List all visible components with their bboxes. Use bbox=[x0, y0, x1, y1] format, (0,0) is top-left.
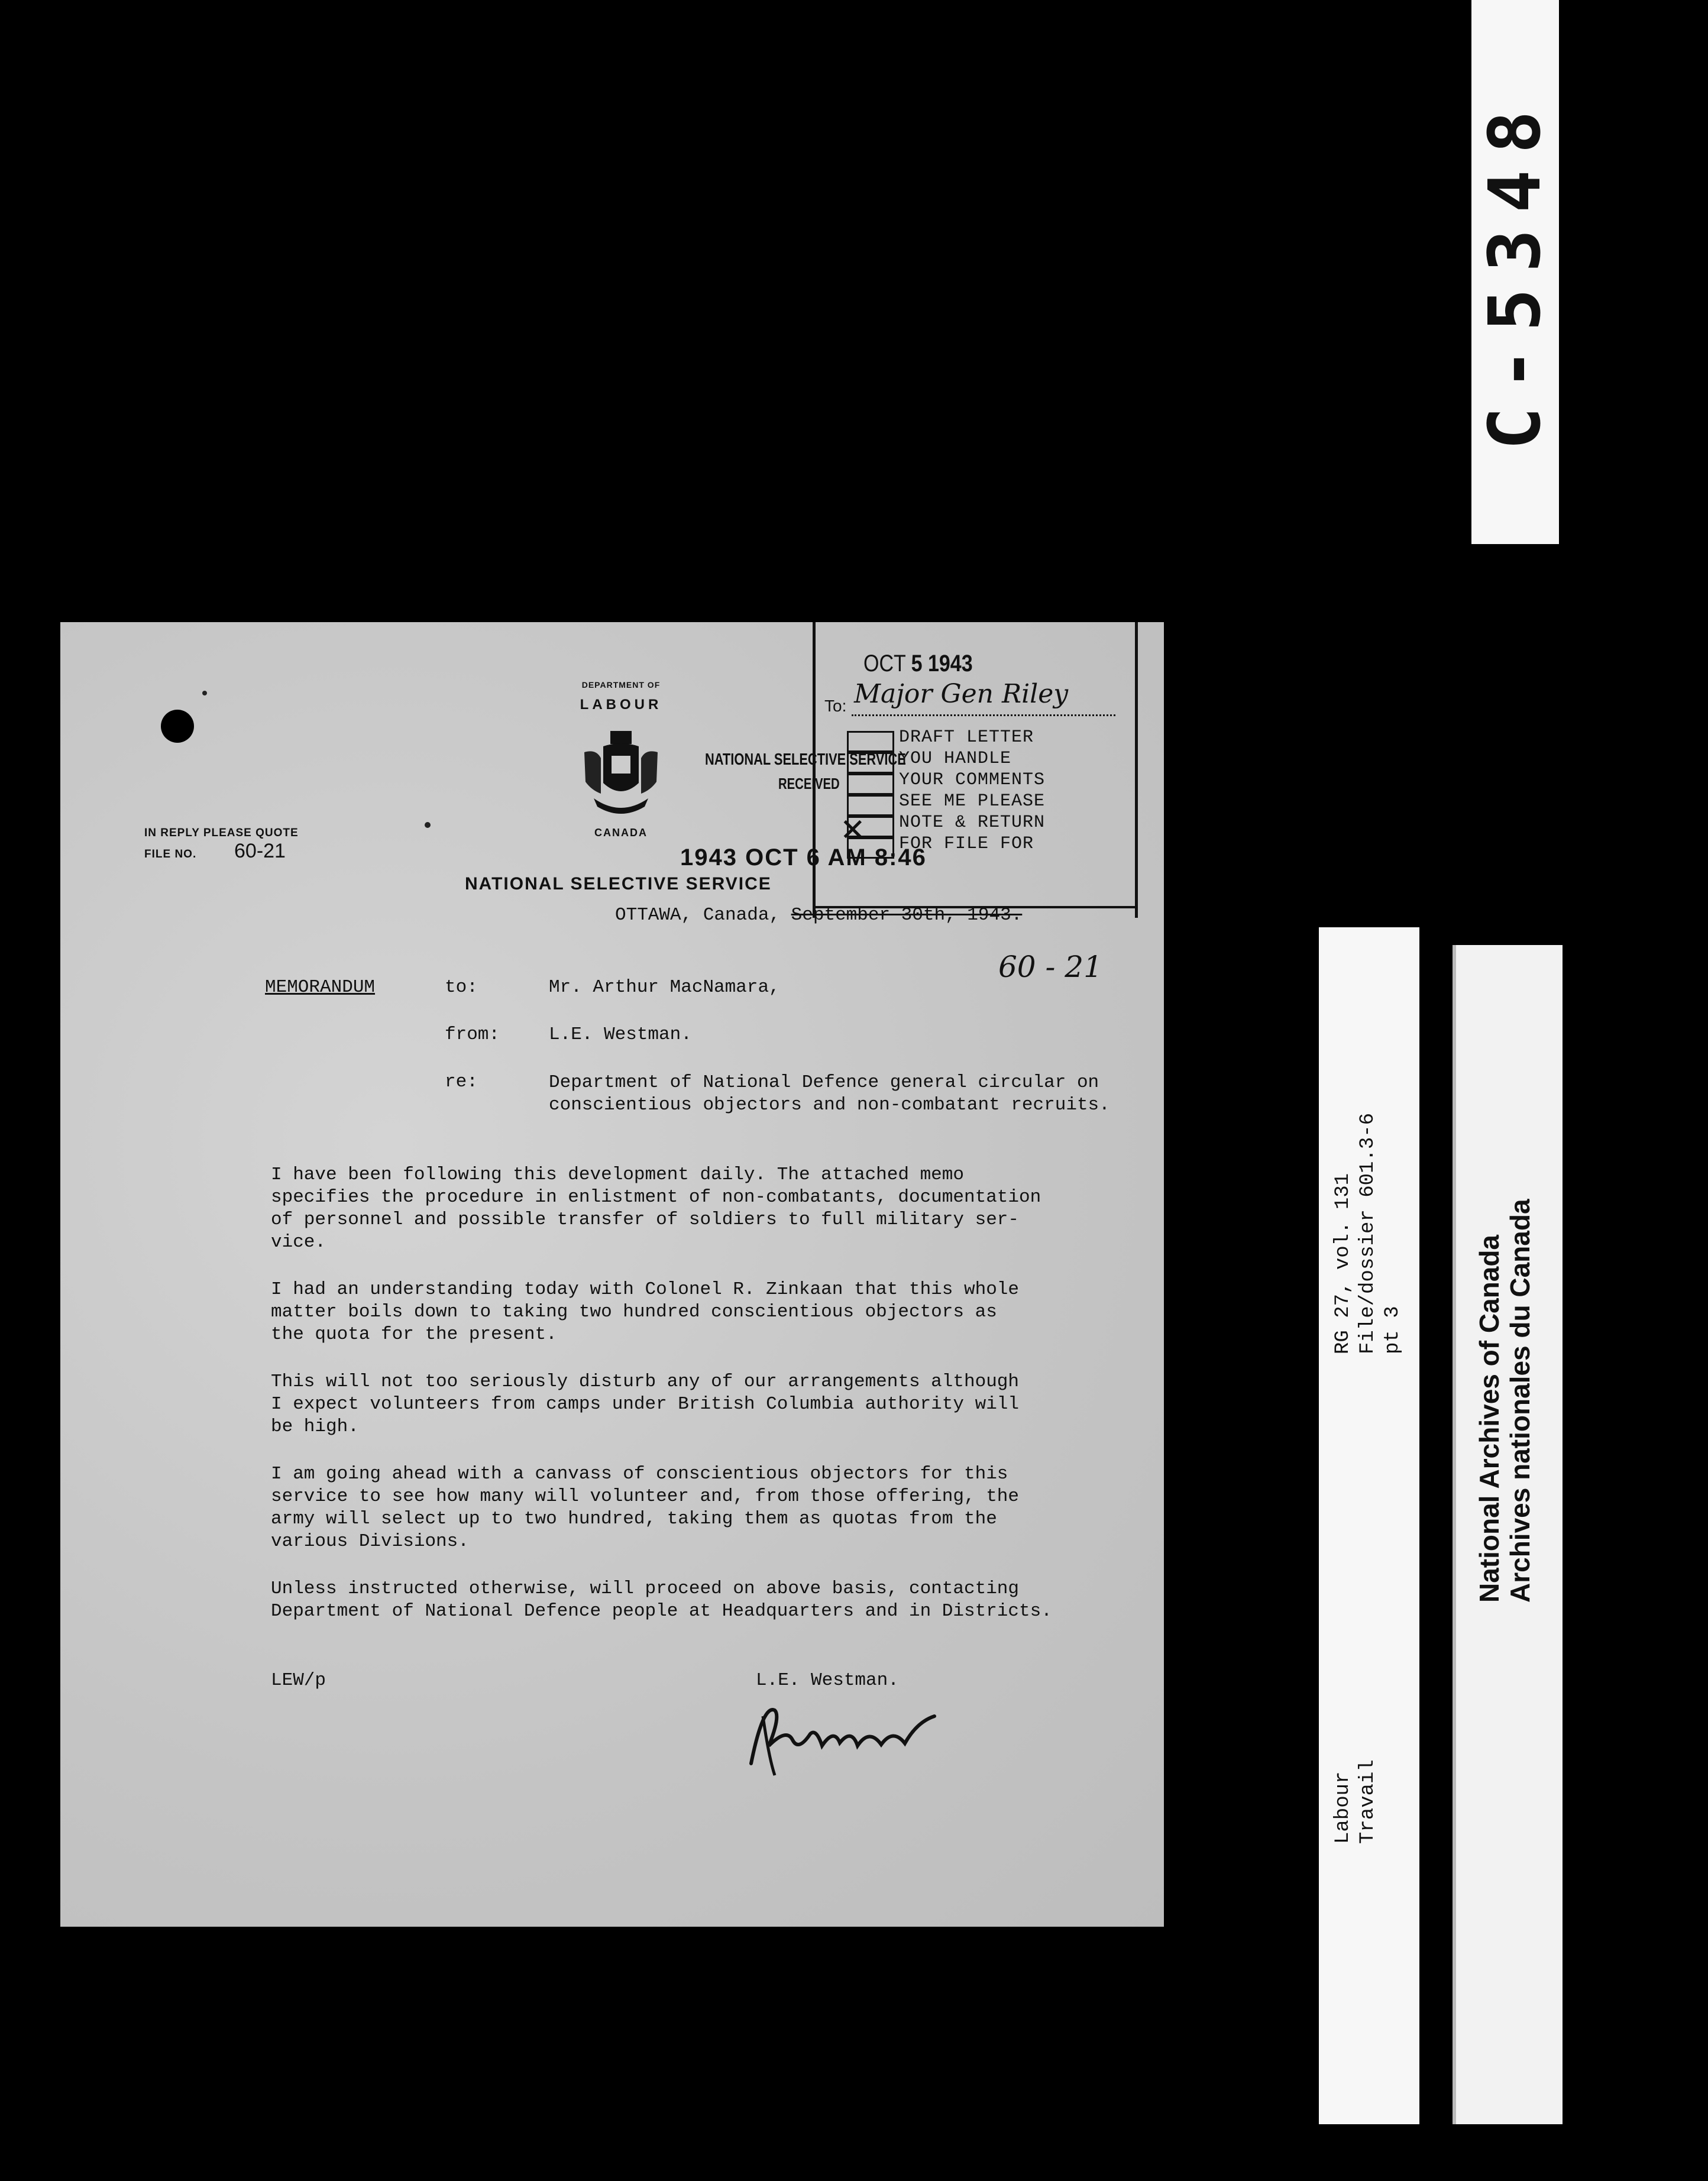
archive-reference: RG 27, vol. 131 File/dossier 601.3-6 pt 3 bbox=[1332, 1112, 1404, 1354]
reel-number: C-5348 bbox=[1474, 94, 1557, 450]
dateline-date: September 30th, 1943. bbox=[791, 905, 1023, 926]
memo-paragraph: I am going ahead with a canvass of conscientious objectors for this service to see how many will volunteer and, from those offering, the army will select up to two hundred, taking them as quotas from the various Divisions. bbox=[271, 1464, 1020, 1552]
archive-department: Labour Travail bbox=[1332, 1759, 1379, 1844]
dateline-place: OTTAWA, Canada, bbox=[615, 905, 781, 926]
punch-hole bbox=[161, 710, 194, 743]
from-value: L.E. Westman. bbox=[549, 1024, 692, 1045]
department-name: LABOUR bbox=[580, 697, 662, 713]
subject-label: re: bbox=[445, 1072, 478, 1092]
routing-to-label: To: bbox=[824, 697, 847, 715]
routing-check-mark: ✕ bbox=[840, 813, 866, 848]
routing-option: NOTE & RETURN bbox=[899, 813, 1046, 833]
to-label: to: bbox=[445, 977, 478, 998]
file-number-value: 60-21 bbox=[234, 840, 286, 862]
reply-quote-label: IN REPLY PLEASE QUOTE bbox=[144, 827, 299, 839]
reference-initials: LEW/p bbox=[271, 1670, 326, 1691]
memo-label: MEMORANDUM bbox=[265, 977, 376, 998]
archive-reference-label bbox=[1319, 927, 1419, 2124]
received-stamp-office: NATIONAL SELECTIVE SERVICE bbox=[705, 750, 906, 768]
reel-number-strip bbox=[1471, 0, 1559, 544]
routing-to-line bbox=[852, 714, 1115, 716]
routing-option: FOR FILE FOR bbox=[899, 834, 1034, 854]
from-label: from: bbox=[445, 1024, 500, 1045]
routing-option: YOUR COMMENTS bbox=[899, 770, 1046, 790]
label-divider bbox=[1419, 927, 1455, 2124]
department-label: DEPARTMENT OF bbox=[581, 680, 661, 690]
ink-speck bbox=[425, 822, 431, 828]
routing-date-month: OCT bbox=[863, 651, 906, 677]
handwritten-file-number: 60 - 21 bbox=[998, 950, 1102, 984]
subject-value: Department of National Defence general circular on conscientious objectors and non-combatant recruits. bbox=[549, 1072, 1110, 1115]
routing-slip-date bbox=[863, 651, 973, 677]
ink-speck bbox=[202, 691, 207, 695]
memo-paragraph: I had an understanding today with Colonel R. Zinkaan that this whole matter boils down to taking two hundred conscientious objectors as the quota for the present. bbox=[271, 1279, 1020, 1345]
routing-checkbox bbox=[847, 774, 894, 795]
routing-checkbox bbox=[847, 752, 894, 774]
routing-checkbox bbox=[847, 731, 894, 752]
coat-of-arms-icon bbox=[580, 729, 662, 817]
archive-institution-name: National Archives of Canada Archives nationales du Canada bbox=[1474, 1199, 1535, 1603]
department-country: CANADA bbox=[594, 827, 648, 839]
memo-paragraph: I have been following this development daily. The attached memo specifies the procedure in enlistment of non-combatants, documentation of personnel and possible transfer of soldiers to full military ser- vice. bbox=[271, 1164, 1041, 1253]
letterhead-heading: NATIONAL SELECTIVE SERVICE bbox=[465, 874, 772, 894]
memo-paragraph: This will not too seriously disturb any of our arrangements although I expect volunteers from camps under British Columbia authority will be high. bbox=[271, 1371, 1020, 1437]
routing-option: SEE ME PLEASE bbox=[899, 791, 1046, 811]
signature-name: L.E. Westman. bbox=[756, 1670, 899, 1691]
routing-to-handwritten: Major Gen Riley bbox=[854, 679, 1069, 709]
received-stamp-label: RECEIVED bbox=[778, 775, 840, 792]
memo-paragraph: Unless instructed otherwise, will proceed on above basis, contacting Department of National Defence people at Headquarters and in Districts. bbox=[271, 1578, 1052, 1622]
to-value: Mr. Arthur MacNamara, bbox=[549, 977, 780, 998]
received-stamp-date: 1943 OCT 6 AM 8:46 bbox=[680, 844, 927, 871]
routing-option: DRAFT LETTER bbox=[899, 727, 1034, 748]
handwritten-signature bbox=[739, 1693, 952, 1781]
routing-option: YOU HANDLE bbox=[899, 749, 1012, 769]
routing-slip-bottom-rule bbox=[813, 906, 1138, 908]
file-number-label: FILE NO. bbox=[144, 848, 197, 860]
routing-date-day: 5 1943 bbox=[911, 651, 973, 677]
